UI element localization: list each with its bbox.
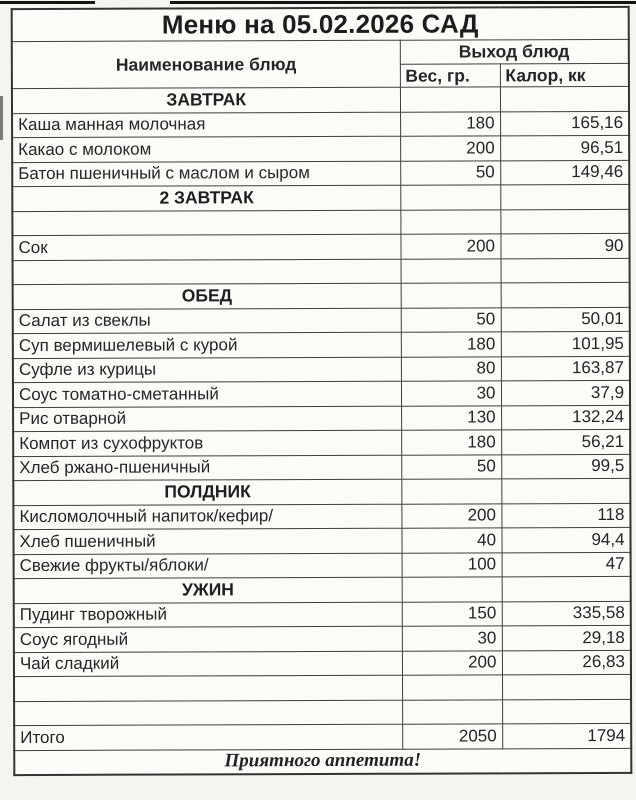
item-row bbox=[12, 160, 629, 187]
dish-name-cell: Соус ягодный bbox=[14, 626, 402, 652]
dish-name-cell: Хлеб пшеничный bbox=[13, 528, 401, 554]
weight-cell: 80 bbox=[401, 356, 501, 381]
weight-cell: 180 bbox=[401, 430, 501, 455]
calories-cell: 56,21 bbox=[501, 429, 630, 454]
weight-cell bbox=[400, 185, 500, 210]
item-row bbox=[14, 552, 631, 579]
item-row bbox=[13, 307, 630, 334]
column-header-output: Выход блюд bbox=[400, 39, 629, 64]
dish-name-cell bbox=[13, 259, 401, 285]
weight-cell: 30 bbox=[401, 381, 501, 406]
weight-cell: 50 bbox=[401, 454, 501, 479]
menu-table bbox=[11, 6, 633, 776]
item-row bbox=[14, 625, 631, 652]
empty-row bbox=[14, 699, 631, 726]
empty-row bbox=[14, 674, 631, 701]
calories-cell: 1794 bbox=[502, 723, 631, 748]
weight-cell: 40 bbox=[401, 528, 501, 553]
item-row bbox=[13, 356, 630, 383]
dish-name-cell: Сок bbox=[12, 234, 400, 260]
weight-cell bbox=[400, 209, 500, 234]
calories-cell bbox=[500, 209, 629, 234]
calories-cell: 163,87 bbox=[501, 356, 630, 381]
weight-cell: 2050 bbox=[402, 724, 502, 749]
calories-cell bbox=[502, 674, 631, 699]
dish-name-cell: Итого bbox=[14, 724, 402, 750]
weight-cell: 200 bbox=[400, 234, 500, 259]
section-row bbox=[12, 184, 629, 211]
section-row bbox=[13, 282, 630, 309]
dish-name-cell bbox=[14, 675, 402, 701]
menu-body bbox=[12, 86, 631, 750]
calories-cell: 118 bbox=[501, 503, 630, 528]
calories-cell: 29,18 bbox=[502, 625, 631, 650]
calories-cell: 37,9 bbox=[501, 380, 630, 405]
item-row bbox=[12, 135, 629, 162]
calories-cell bbox=[501, 282, 630, 307]
calories-cell: 94,4 bbox=[501, 527, 630, 552]
calories-cell bbox=[501, 478, 630, 503]
section-row bbox=[14, 576, 631, 603]
weight-cell: 180 bbox=[400, 111, 500, 136]
column-header-name: Наименование блюд bbox=[12, 40, 400, 88]
item-row bbox=[12, 111, 629, 138]
item-row bbox=[13, 429, 630, 456]
weight-cell bbox=[402, 675, 502, 700]
section-row bbox=[12, 86, 629, 113]
dish-name-cell: Суфле из курицы bbox=[13, 357, 401, 383]
calories-cell: 47 bbox=[502, 552, 631, 577]
dish-name-cell: ПОЛДНИК bbox=[13, 479, 401, 505]
dish-name-cell: Свежие фрукты/яблоки/ bbox=[14, 553, 402, 579]
item-row bbox=[13, 405, 630, 432]
header-row-top bbox=[12, 39, 629, 65]
item-row bbox=[13, 380, 630, 407]
calories-cell: 149,46 bbox=[500, 160, 629, 185]
weight-cell: 150 bbox=[402, 601, 502, 626]
dish-name-cell bbox=[12, 210, 400, 236]
weight-cell: 50 bbox=[401, 307, 501, 332]
weight-cell: 130 bbox=[401, 405, 501, 430]
calories-cell: 90 bbox=[500, 233, 629, 258]
footer-row bbox=[14, 748, 631, 775]
dish-name-cell: Салат из свеклы bbox=[13, 308, 401, 334]
weight-cell bbox=[401, 479, 501, 504]
calories-cell bbox=[500, 86, 629, 111]
weight-cell bbox=[401, 283, 501, 308]
column-header-calories: Калор, кк bbox=[500, 63, 629, 86]
item-row bbox=[13, 503, 630, 530]
dish-name-cell bbox=[14, 700, 402, 726]
section-row bbox=[13, 478, 630, 505]
weight-cell bbox=[401, 258, 501, 283]
weight-cell: 50 bbox=[400, 160, 500, 185]
item-row bbox=[13, 527, 630, 554]
calories-cell: 101,95 bbox=[501, 331, 630, 356]
dish-name-cell: Кисломолочный напиток/кефир/ bbox=[13, 504, 401, 530]
item-row bbox=[14, 650, 631, 677]
title-row bbox=[12, 7, 629, 42]
calories-cell: 132,24 bbox=[501, 405, 630, 430]
calories-cell: 26,83 bbox=[502, 650, 631, 675]
item-row bbox=[13, 331, 630, 358]
calories-cell: 165,16 bbox=[500, 111, 629, 136]
calories-cell bbox=[501, 258, 630, 283]
weight-cell: 100 bbox=[402, 552, 502, 577]
weight-cell bbox=[402, 699, 502, 724]
calories-cell: 99,5 bbox=[501, 454, 630, 479]
weight-cell: 200 bbox=[402, 650, 502, 675]
empty-row bbox=[12, 209, 629, 236]
footer-message: Приятного аппетита! bbox=[14, 748, 631, 775]
empty-row bbox=[13, 258, 630, 285]
item-row bbox=[14, 601, 631, 628]
total-row bbox=[14, 723, 631, 750]
dish-name-cell: Батон пшеничный с маслом и сыром bbox=[12, 161, 400, 187]
dish-name-cell: ЗАВТРАК bbox=[12, 87, 400, 113]
weight-cell bbox=[400, 87, 500, 112]
dish-name-cell: 2 ЗАВТРАК bbox=[12, 185, 400, 211]
page-title: Меню на 05.02.2026 САД bbox=[12, 7, 629, 42]
weight-cell: 30 bbox=[402, 626, 502, 651]
weight-cell bbox=[402, 577, 502, 602]
scan-artifact-line bbox=[170, 1, 636, 4]
dish-name-cell: Пудинг творожный bbox=[14, 602, 402, 628]
calories-cell bbox=[500, 184, 629, 209]
dish-name-cell: Каша манная молочная bbox=[12, 112, 400, 138]
dish-name-cell: Какао с молоком bbox=[12, 136, 400, 162]
dish-name-cell: Соус томатно-сметанный bbox=[13, 381, 401, 407]
weight-cell: 200 bbox=[400, 136, 500, 161]
scan-artifact-smudge bbox=[0, 96, 3, 140]
item-row bbox=[12, 233, 629, 260]
dish-name-cell: ОБЕД bbox=[13, 283, 401, 309]
dish-name-cell: Компот из сухофруктов bbox=[13, 430, 401, 456]
dish-name-cell: Суп вермишелевый с курой bbox=[13, 332, 401, 358]
scan-artifact-line bbox=[0, 1, 95, 4]
calories-cell: 335,58 bbox=[502, 601, 631, 626]
column-header-weight: Вес, гр. bbox=[400, 64, 500, 87]
weight-cell: 180 bbox=[401, 332, 501, 357]
dish-name-cell: УЖИН bbox=[14, 577, 402, 603]
dish-name-cell: Чай сладкий bbox=[14, 651, 402, 677]
calories-cell: 96,51 bbox=[500, 135, 629, 160]
calories-cell: 50,01 bbox=[501, 307, 630, 332]
weight-cell: 200 bbox=[401, 503, 501, 528]
calories-cell bbox=[502, 699, 631, 724]
item-row bbox=[13, 454, 630, 481]
dish-name-cell: Хлеб ржано-пшеничный bbox=[13, 455, 401, 481]
dish-name-cell: Рис отварной bbox=[13, 406, 401, 432]
calories-cell bbox=[502, 576, 631, 601]
